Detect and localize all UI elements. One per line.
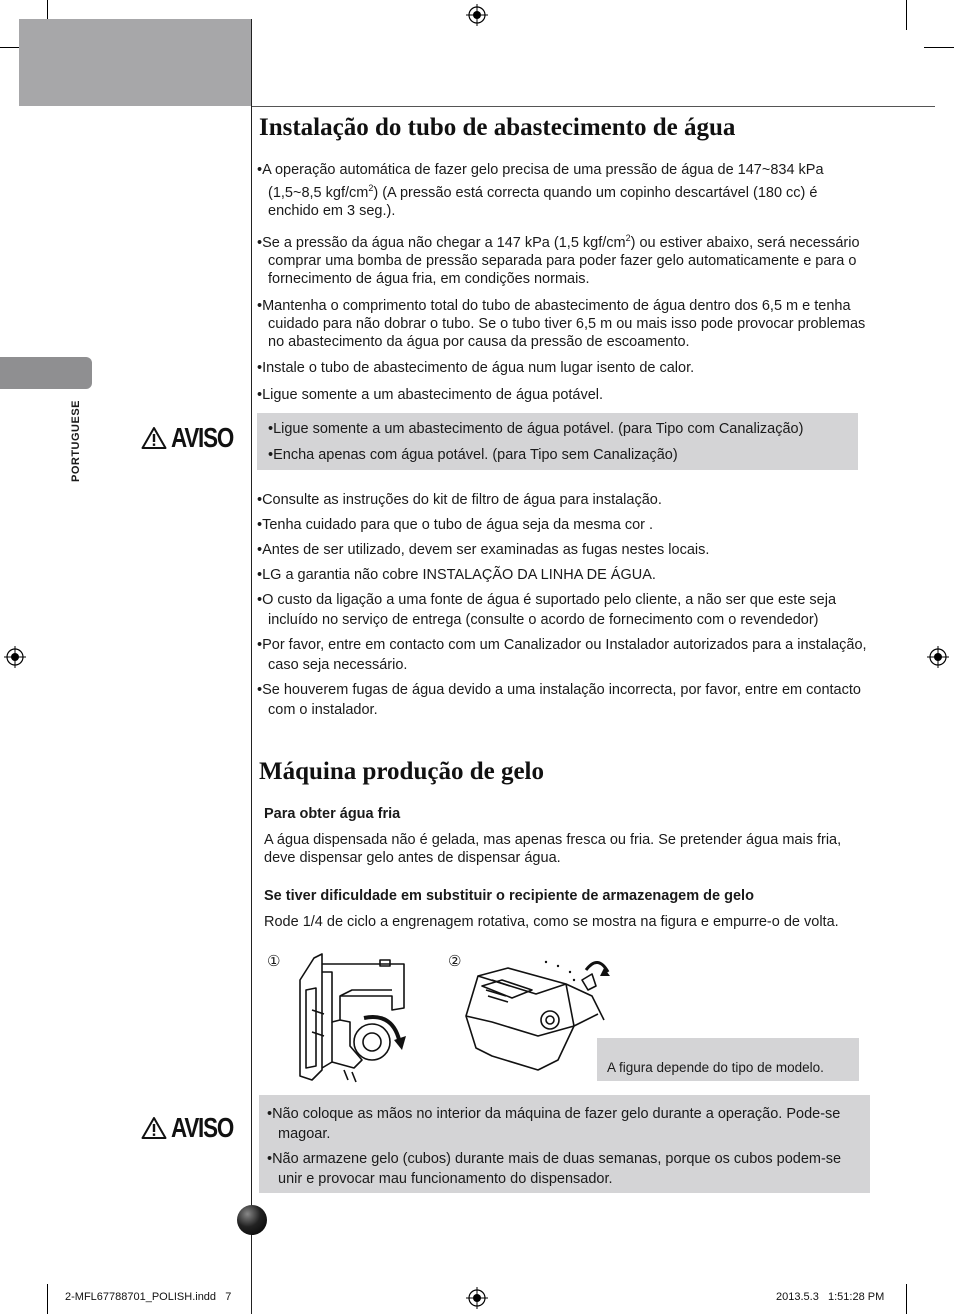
figure-note: A figura depende do tipo de modelo. (607, 1060, 824, 1075)
crop-mark (47, 1284, 48, 1314)
list-item: • O custo da ligação a uma fonte de água é suportado pelo cliente, a não ser que este seja incluído no serviço de entrega (consulte o acordo de fornecimento com o revendedor) (257, 590, 869, 630)
paragraph-ice-bin: Rode 1/4 de ciclo a engrenagem rotativa, como se mostra na figura e empurre-o de volta. (264, 914, 839, 930)
header-block (19, 19, 251, 106)
header-rule (251, 106, 935, 107)
figure-1-label: ① (267, 953, 281, 970)
warning-triangle-icon (141, 426, 167, 450)
list-item: • Consulte as instruções do kit de filtro de água para instalação. (257, 490, 869, 510)
list-item: • Por favor, entre em contacto com um Canalizador ou Instalador autorizados para a instalação, caso seja necessário. (257, 635, 869, 675)
list-item: • Se a pressão da água não chegar a 147 kPa (1,5 kgf/$cm^2$) ou estiver abaixo, será necessário comprar uma bomba de pressão separada para poder fazer gelo automaticamente e para o fornecimento de água fria, em condições normais. (257, 229, 869, 288)
list-item: • LG a garantia não cobre INSTALAÇÃO DA LINHA DE ÁGUA. (257, 565, 869, 585)
crop-mark (906, 0, 907, 30)
figure-2-label: ② (448, 953, 462, 970)
footer-filename: 2-MFL67788701_POLISH.indd 7 (65, 1291, 232, 1303)
list-item: • Tenha cuidado para que o tubo de água seja da mesma cor . (257, 515, 869, 535)
warning-box (257, 413, 858, 470)
crop-mark (906, 1284, 907, 1314)
registration-mark-icon (927, 646, 949, 668)
subheading-cold-water: Para obter água fria (264, 806, 401, 822)
list-item: • A operação automática de fazer gelo precisa de uma pressão de água de 147~834 kPa (1,5~8,5 kgf/$cm^2$) (A pressão está correcta quando um copinho descartável (180 cc) é enchido em 3 seg.). (257, 161, 869, 220)
warning-label: AVISO (141, 1112, 249, 1144)
ice-bin-illustration (462, 950, 610, 1085)
language-label: PORTUGUESE (70, 399, 82, 482)
list-item: • Não coloque as mãos no interior da máquina de fazer gelo durante a operação. Pode-se magoar. (267, 1104, 863, 1144)
footer-timestamp: 2013.5.3 1:51:28 PM (776, 1291, 885, 1303)
warning-label: AVISO (141, 422, 249, 454)
list-item: • Antes de ser utilizado, devem ser examinadas as fugas nestes locais. (257, 540, 869, 560)
crop-mark (924, 47, 954, 48)
list-item: • Mantenha o comprimento total do tubo de abastecimento de água dentro dos 6,5 m e tenha cuidado para não dobrar o tubo. Se o tubo tiver 6,5 m ou mais isso pode provocar problemas no abastecimento da água por causa da pressão de escoamento. (257, 297, 869, 351)
registration-mark-icon (4, 646, 26, 668)
registration-mark-icon (466, 1287, 488, 1309)
section-title-water-supply: Instalação do tubo de abastecimento de água (259, 114, 736, 141)
language-tab (0, 357, 92, 389)
list-item: • Não armazene gelo (cubos) durante mais de duas semanas, porque os cubos podem-se unir e provocar mau funcionamento do dispensador. (267, 1149, 863, 1189)
warning-triangle-icon (141, 1116, 167, 1140)
margin-rule (251, 19, 252, 1314)
list-item: • Encha apenas com água potável. (para Tipo sem Canalização) (268, 446, 853, 464)
list-item: • Se houverem fugas de água devido a uma instalação incorrecta, por favor, entre em contacto com o instalador. (257, 680, 869, 720)
figure-note-box (597, 1038, 859, 1081)
list-item: • Instale o tubo de abastecimento de água num lugar isento de calor. (257, 359, 869, 377)
section-title-ice-maker: Máquina produção de gelo (259, 758, 544, 785)
page-marker-dot (237, 1205, 267, 1235)
paragraph-cold-water: A água dispensada não é gelada, mas apenas fresca ou fria. Se pretender água mais fria, deve dispensar gelo antes de dispensar água. (264, 832, 842, 866)
list-item: • Ligue somente a um abastecimento de água potável. (para Tipo com Canalização) (268, 420, 853, 438)
water-supply-bullets (257, 161, 869, 404)
subheading-ice-bin: Se tiver dificuldade em substituir o recipiente de armazenagem de gelo (264, 888, 754, 904)
list-item: • Ligue somente a um abastecimento de água potável. (257, 386, 869, 404)
warning-box (259, 1095, 870, 1193)
installation-notes-bullets (257, 490, 869, 720)
ice-maker-side-illustration (292, 950, 412, 1085)
registration-mark-icon (466, 4, 488, 26)
